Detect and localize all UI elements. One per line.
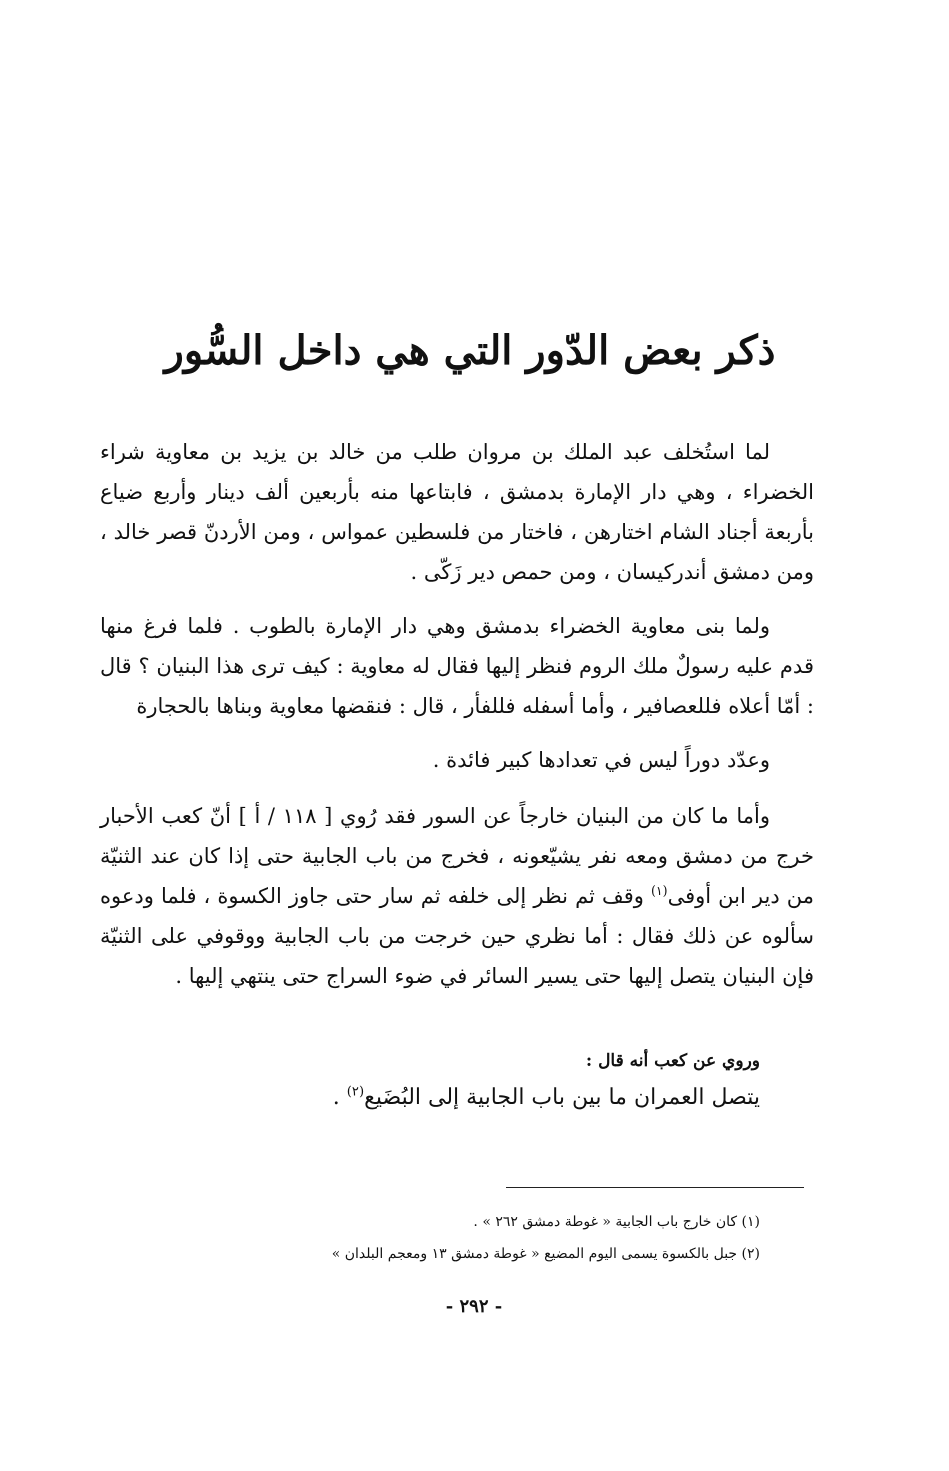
footnote-2: (٢) جبل بالكسوة يسمى اليوم المضيع « غوطة دمشق ١٣ ومعجم البلدان »: [331, 1246, 760, 1262]
paragraph-1: لما استُخلف عبد الملك بن مروان طلب من خالد بن يزيد بن معاوية شراء الخضراء ، وهي دار الإمارة بدمشق ، فابتاعها منه بأربعين ألف دينار وأربع ضياع بأربعة أجناد الشام اختارهن ، فاختار من فلسطين عمواس ، ومن الأردنّ قصر خالد ، ومن دمشق أندركيسان ، ومن حمص دير زَكّى .: [100, 440, 814, 584]
quote-intro: وروي عن كعب أنه قال :: [585, 1051, 760, 1071]
footnote-marker-1: (١): [650, 883, 668, 898]
quote-end: .: [332, 1085, 347, 1110]
main-text: [100, 432, 814, 1010]
chapter-title: ذكر بعض الدّور التي هي داخل السُّور: [164, 326, 776, 374]
quote-text: يتصل العمران ما بين باب الجابية إلى البُضَيع: [364, 1085, 760, 1110]
footnote-separator: [506, 1187, 804, 1188]
paragraph-4-part-2: وقف ثم نظر إلى خلفه ثم سار حتى جاوز الكسوة ، فلما ودعوه سألوه عن ذلك فقال : أما نظري حين خرجت من باب الجابية ووقوفي على الثنيّة فإن البنيان يتصل إليها حتى يسير السائر في ضوء السراج حتى ينتهي إليها .: [100, 884, 814, 988]
footnote-1: (١) كان خارج باب الجابية « غوطة دمشق ٢٦٢ » .: [473, 1214, 760, 1230]
paragraph-4: [100, 796, 814, 996]
paragraph-4-part-1: وأما ما كان من البنيان خارجاً عن السور فقد رُوي [ ١١٨ / أ ] أنّ كعب الأحبار خرج من دمشق ومعه نفر يشيّعونه ، فخرج من باب الجابية حتى إذا كان عند الثنيّة من دير ابن أوفى: [100, 804, 815, 908]
quote-line: [100, 1080, 760, 1116]
footnotes: [100, 1206, 760, 1270]
page-number: - ٢٩٢ -: [445, 1296, 503, 1317]
paragraph-2: ولما بنى معاوية الخضراء بدمشق وهي دار الإمارة بالطوب . فلما فرغ منها قدم عليه رسولٌ ملك الروم فنظر إليها فقال له معاوية : كيف ترى هذا البنيان ؟ قال : أمّا أعلاه فللعصافير ، وأما أسفله فللفأر ، قال : فنقضها معاوية وبناها بالحجارة: [100, 614, 814, 718]
footnote-marker-2: (٢): [346, 1084, 365, 1100]
paragraph-3: وعدّد دوراً ليس في تعدادها كبير فائدة .: [432, 748, 770, 772]
